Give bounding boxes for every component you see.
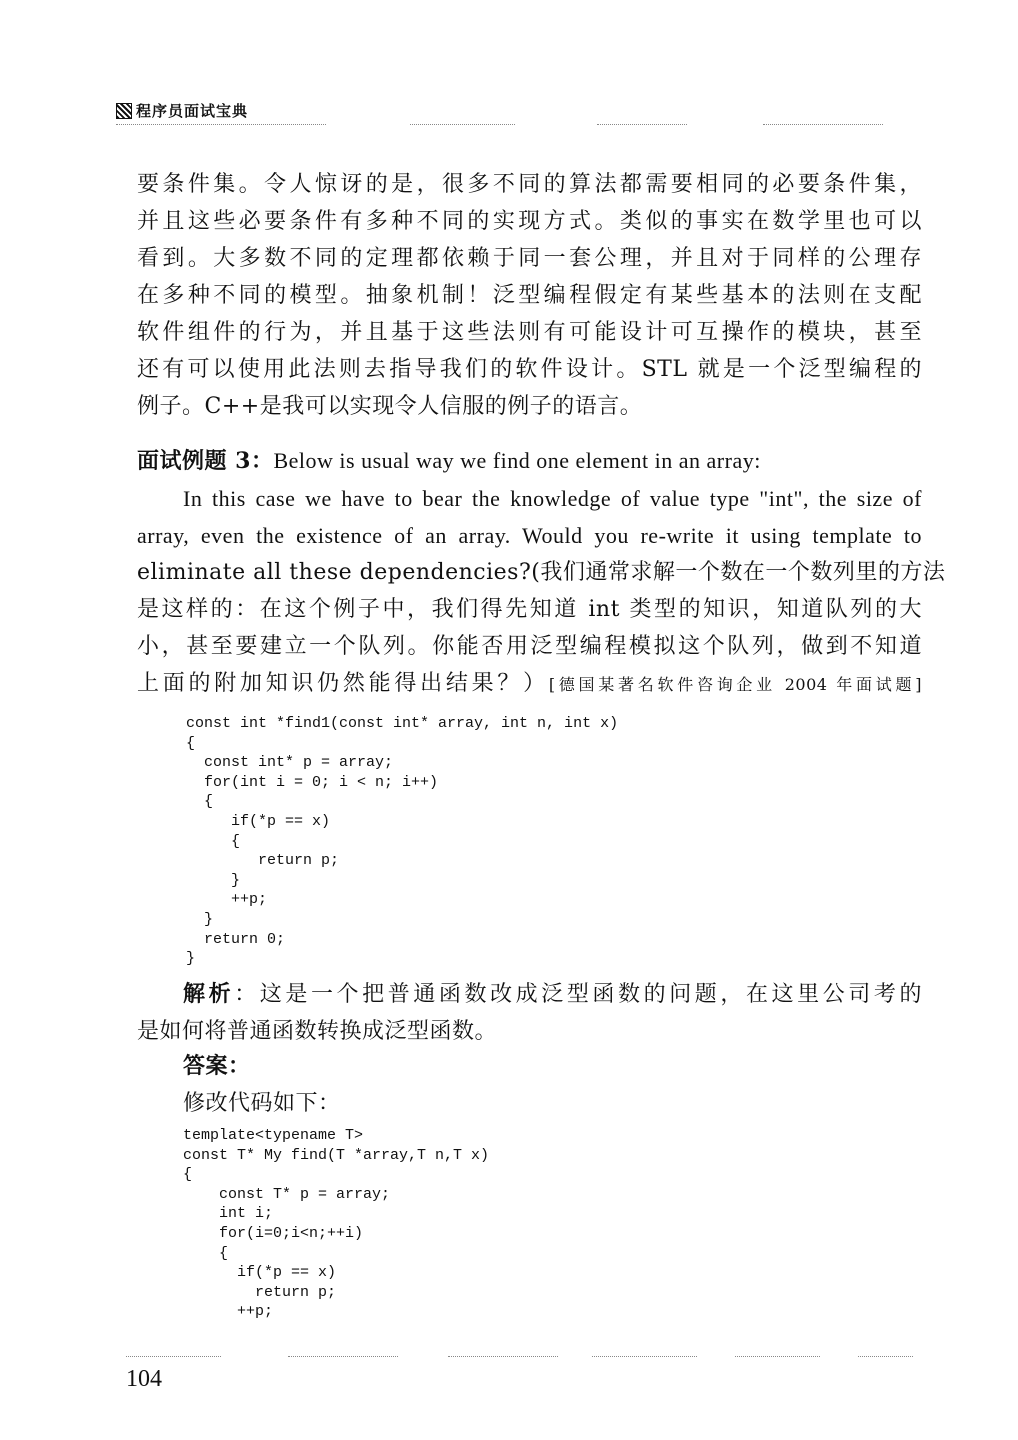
header-rule: [597, 124, 687, 125]
text-line: 是如何将普通函数转换成泛型函数。: [137, 1019, 498, 1044]
question-label: 面试例题 3：: [137, 448, 274, 474]
code-line: {: [183, 1244, 229, 1262]
code-line: return 0;: [186, 930, 286, 948]
code-line: {: [186, 832, 241, 850]
answer-intro: 修改代码如下：: [183, 1091, 341, 1116]
running-header: [116, 100, 248, 121]
analysis-first-line: [137, 976, 922, 1013]
text-line: 是这样的：在这个例子中，我们得先知道 int 类型的知识，知道队列的大: [137, 597, 922, 622]
question-citation: [德国某著名软件咨询企业 2004 年面试题]: [548, 675, 922, 694]
code-line: }: [186, 871, 241, 889]
code-line: const int *find1(const int* array, int n, int x): [186, 715, 619, 732]
footer-rule: [592, 1356, 697, 1357]
code-line: const T* p = array;: [183, 1185, 391, 1203]
intro-paragraph: [137, 166, 922, 425]
text-line: array, even the existence of an array. Would you re-write it using template to: [137, 523, 922, 548]
code-line: const int* p = array;: [186, 754, 394, 772]
text-line: eliminate all these dependencies?(我们通常求解一个数在一个数列里的方法: [137, 560, 946, 585]
text-line: 在多种不同的模型。抽象机制！泛型编程假定有某些基本的法则在支配: [137, 283, 922, 308]
analysis-text: ：这是一个把普通函数改成泛型函数的问题，在这里公司考的: [234, 982, 922, 1007]
code-line: }: [186, 910, 214, 928]
analysis-block: [137, 976, 922, 1050]
footer-rule: [288, 1356, 398, 1357]
code-line: if(*p == x): [186, 812, 331, 830]
code-line: {: [186, 734, 196, 752]
header-rule: [410, 124, 515, 125]
analysis-label: 解析: [183, 981, 235, 1007]
code-line: ++p;: [183, 1303, 274, 1321]
code-line: {: [183, 1166, 193, 1184]
code-line: return p;: [186, 852, 340, 870]
code-line: ++p;: [186, 891, 268, 909]
code-block-answer: [183, 1126, 489, 1322]
question-block: [137, 442, 946, 703]
code-line: const T* My find(T *array,T n,T x): [183, 1146, 490, 1164]
answer-label: 答案：: [183, 1053, 251, 1079]
header-rule: [116, 124, 326, 125]
code-line: }: [186, 950, 196, 968]
code-line: return p;: [183, 1283, 337, 1301]
answer-block: [183, 1048, 783, 1122]
footer-rule: [448, 1356, 558, 1357]
code-line: if(*p == x): [183, 1264, 337, 1282]
text-line: 小，甚至要建立一个队列。你能否用泛型编程模拟这个队列，做到不知道: [137, 634, 922, 659]
book-icon: [116, 103, 132, 119]
question-text: Below is usual way we find one element in an array:: [273, 448, 761, 473]
text-line: 例子。C++是我可以实现令人信服的例子的语言。: [137, 394, 643, 419]
footer-rule: [126, 1356, 221, 1357]
code-line: template<typename T>: [183, 1127, 364, 1144]
code-line: int i;: [183, 1205, 274, 1223]
code-line: for(i=0;i<n;++i): [183, 1224, 364, 1242]
footer-rule: [858, 1356, 913, 1357]
question-tail: 上面的附加知识仍然能得出结果？）: [137, 671, 549, 696]
code-block-original: [186, 714, 618, 969]
page-number: 104: [126, 1366, 162, 1392]
footer-rule: [735, 1356, 820, 1357]
book-title: 程序员面试宝典: [136, 102, 249, 120]
question-heading-line: [137, 442, 922, 480]
text-line: 还有可以使用此法则去指导我们的软件设计。STL 就是一个泛型编程的: [137, 357, 922, 382]
text-line: 要条件集。令人惊讶的是，很多不同的算法都需要相同的必要条件集，: [137, 172, 922, 197]
header-rule: [763, 124, 883, 125]
text-line: 并且这些必要条件有多种不同的实现方式。类似的事实在数学里也可以: [137, 209, 922, 234]
question-last-line: [137, 665, 922, 703]
text-line: 看到。大多数不同的定理都依赖于同一套公理，并且对于同样的公理存: [137, 246, 922, 271]
text-line: In this case we have to bear the knowledge of value type "int", the size of: [183, 486, 922, 511]
code-line: for(int i = 0; i < n; i++): [186, 773, 439, 791]
text-line: 软件组件的行为，并且基于这些法则有可能设计可互操作的模块，甚至: [137, 320, 922, 345]
code-line: {: [186, 793, 214, 811]
